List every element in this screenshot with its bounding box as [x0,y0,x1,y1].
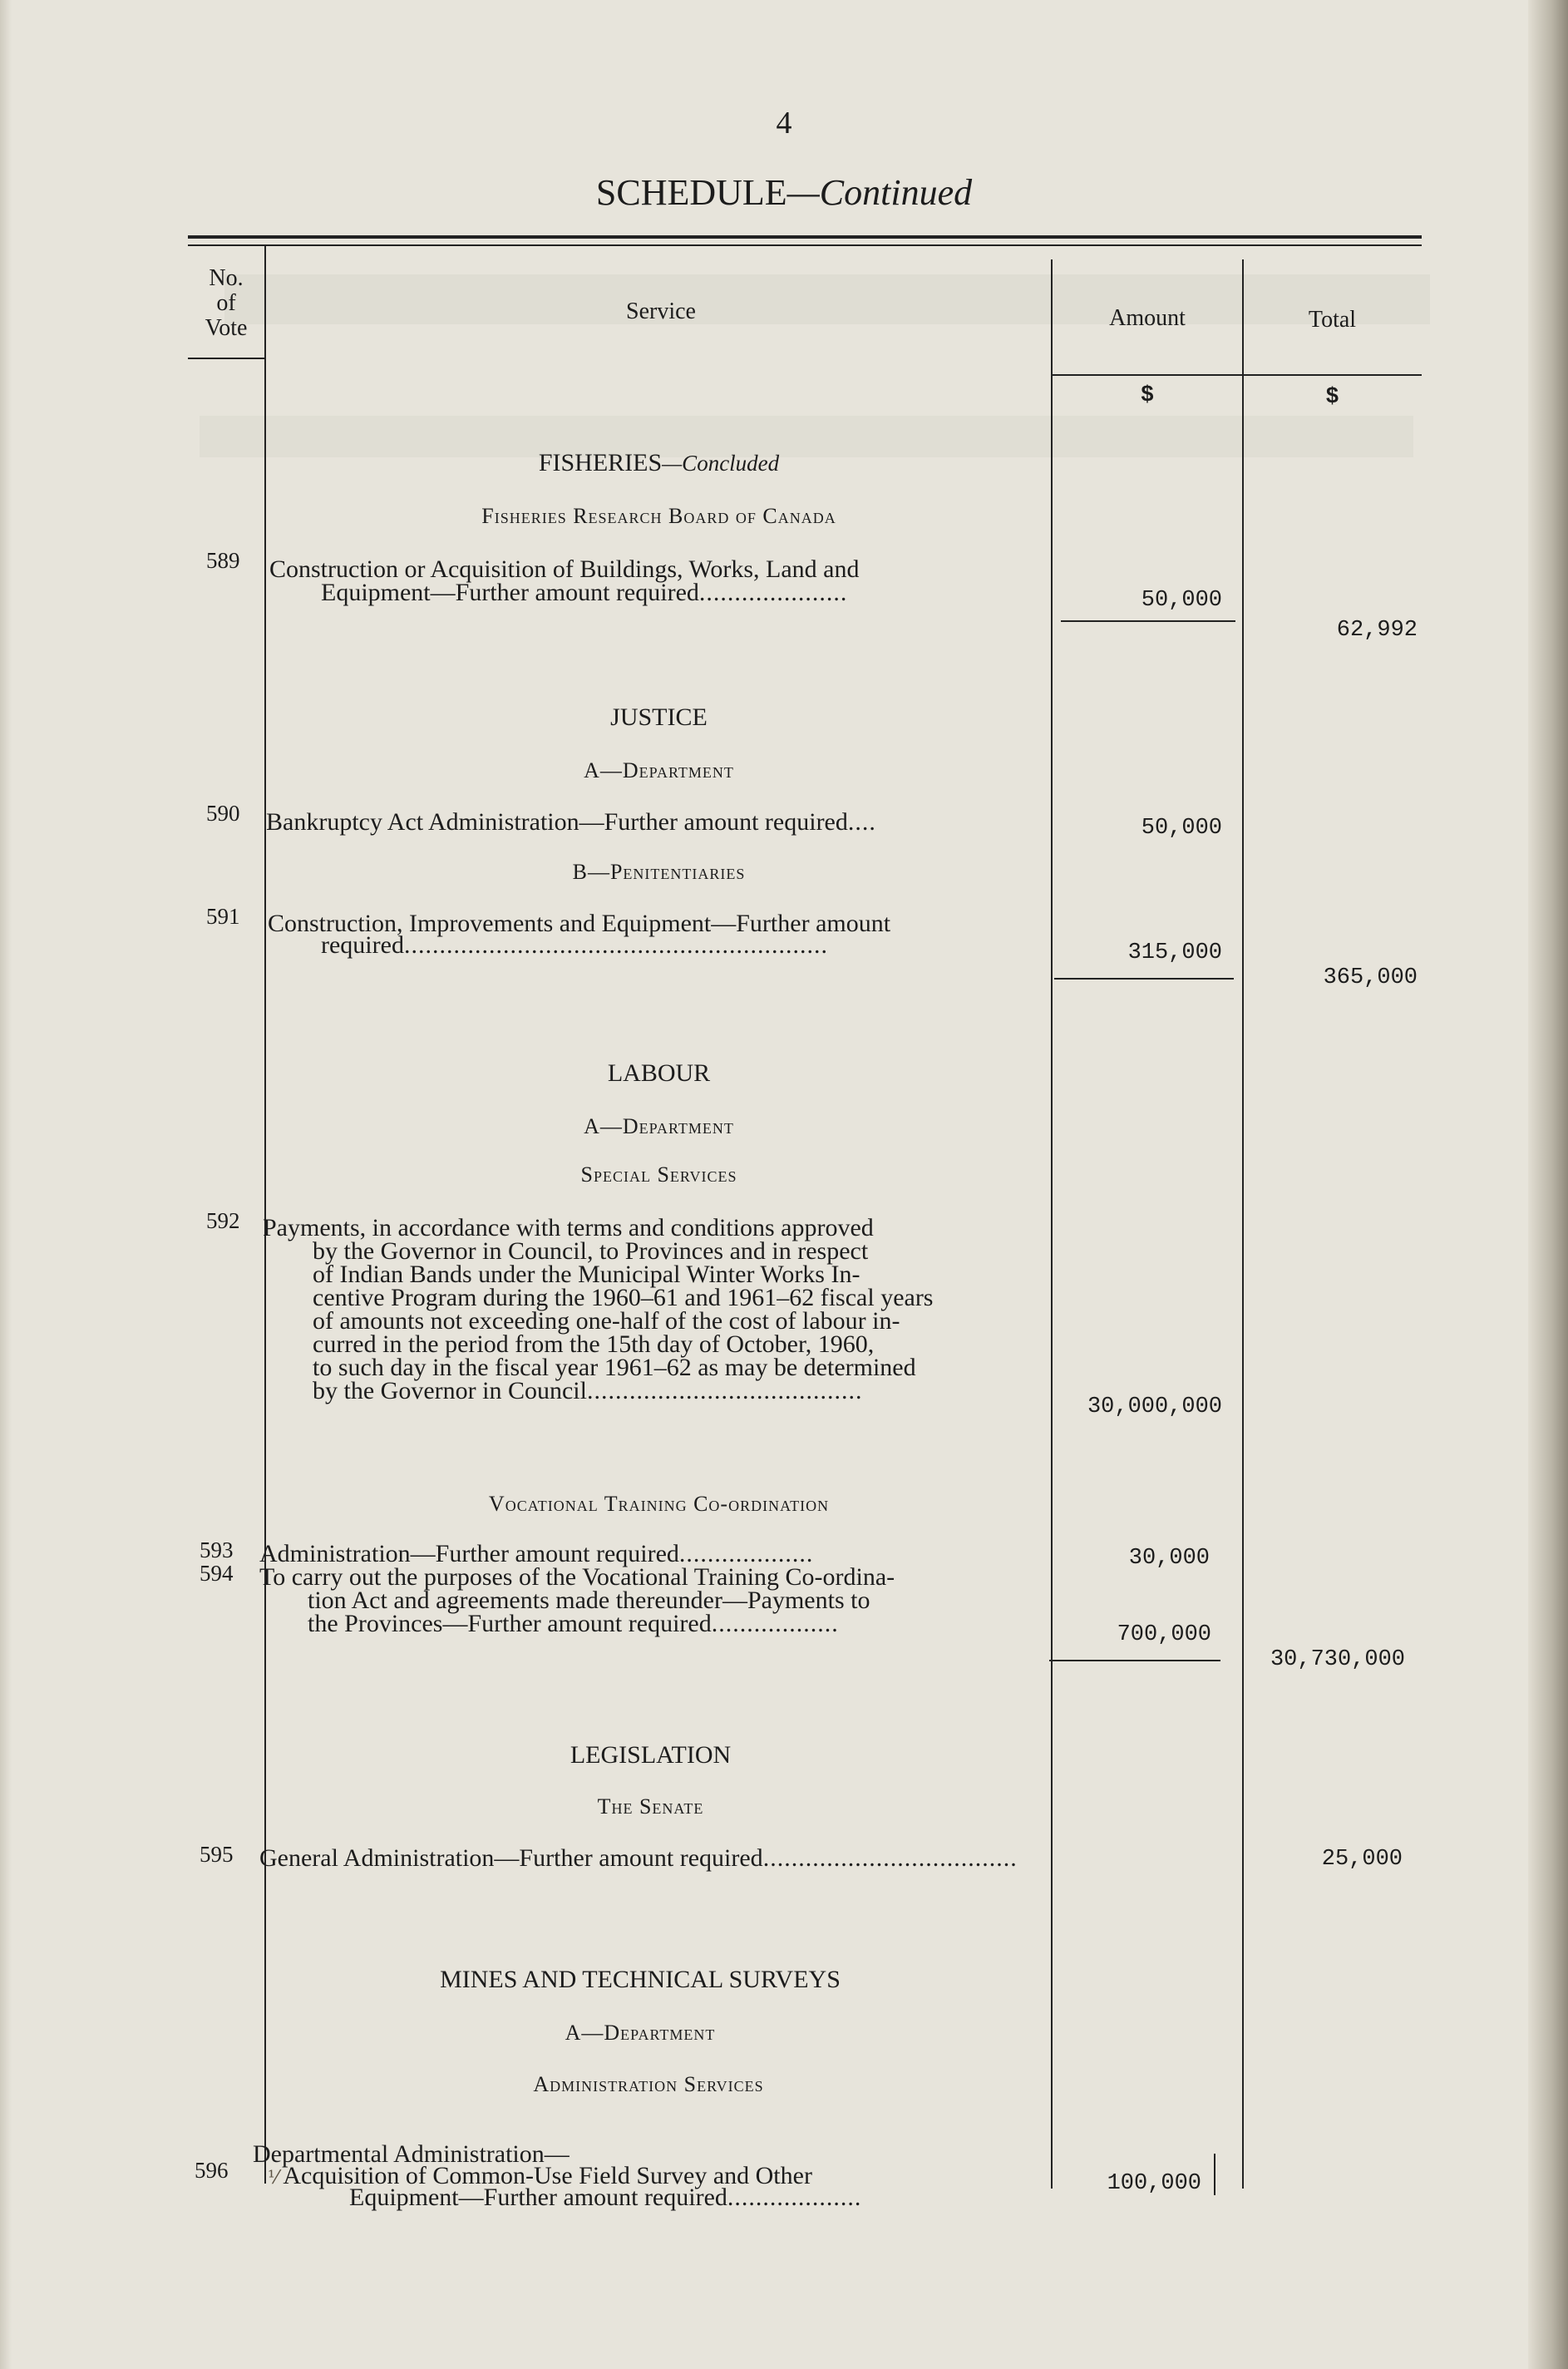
header-rule-amount-total [1052,374,1422,376]
subheading-labour-department: A—Department [584,1114,734,1138]
vote-592-number: 592 [206,1208,240,1233]
vote-595-text: General Administration—Further amount required [259,1844,763,1872]
page-number: 4 [776,106,792,141]
subheading-fisheries-research-board: Fisheries Research Board of Canada [481,504,836,528]
header-vote-line2: of [216,290,236,316]
dept-heading-justice: JUSTICE [610,703,708,731]
vote-592-amount: 30,000,000 [1087,1394,1222,1419]
dept-name: FISHERIES [538,449,663,476]
vote-594-text: the Provinces—Further amount required [308,1610,712,1637]
title-main: SCHEDULE [595,172,787,213]
amount-currency: $ [1140,383,1155,408]
vote-592-line: centive Program during the 1960–61 and 1961–62 fiscal years [313,1284,934,1311]
dept-note: —Concluded [662,451,780,476]
vote-592-line: to such day in the fiscal year 1961–62 as may be determined [313,1354,916,1381]
total-currency: $ [1325,385,1339,410]
departmental-administration-heading: Departmental Administration— [253,2140,570,2168]
header-amount: Amount [1109,305,1186,331]
vote-594-amount: 700,000 [1117,1622,1211,1647]
subheading-justice-department: A—Department [584,758,734,782]
vote-589-amount: 50,000 [1141,588,1222,613]
leader-dots: .................................... [762,1844,1018,1872]
subheading-penitentiaries: B—Penitentiaries [572,860,746,884]
vote-592-line: of amounts not exceeding one-half of the cost of labour in- [313,1307,900,1335]
vote-596-text: Acquisition of Common-Use Field Survey and Other [283,2162,812,2189]
subheading-vocational-training: Vocational Training Co-ordination [488,1492,830,1516]
subtotal-rule-justice [1054,978,1234,980]
vote-593-number: 593 [200,1537,234,1562]
subtotal-rule-fisheries [1061,620,1235,622]
vote-595-total: 25,000 [1321,1847,1403,1872]
total-labour: 30,730,000 [1270,1647,1405,1672]
leader-dots: ....................................... [586,1377,863,1404]
page-edge-left [0,0,12,2369]
dept-heading-fisheries [266,449,1052,477]
leader-dots: .... [847,808,876,836]
vote-594-line3 [308,1610,839,1638]
vote-596-line2 [349,2184,861,2212]
vote-594-line2: tion Act and agreements made thereunder—Payments to [308,1587,870,1614]
vote-591-number: 591 [206,904,240,929]
vote-589-text: Equipment—Further amount required [321,579,699,606]
vote-591-text: required [321,931,404,959]
vote-592-line: of Indian Bands under the Municipal Winter Works In- [313,1261,860,1288]
vote-592-line-last [313,1377,862,1405]
leader-dots: .................. [711,1610,839,1637]
vote-592-text: by the Governor in Council [313,1377,587,1404]
subheading-special-services: Special Services [580,1162,737,1187]
vote-592-line: Payments, in accordance with terms and conditions approved [263,1214,874,1241]
vote-591-line1: Construction, Improvements and Equipment—Further amount [268,910,891,937]
page-edge-right [1528,0,1568,2369]
header-vote-line3: Vote [205,315,248,341]
vote-595-line [259,1844,1018,1873]
vote-593-text: Administration—Further amount required [259,1540,679,1567]
vote-590-line [266,808,876,837]
header-vote [188,266,264,341]
vote-594-number: 594 [200,1561,234,1586]
header-rule-vote [188,358,264,359]
subheading-mines-department: A—Department [565,2021,716,2045]
vote-591-amount: 315,000 [1127,940,1222,965]
leader-dots: ................... [678,1540,814,1567]
dept-heading-legislation: LEGISLATION [570,1741,732,1769]
vote-596-text2: Equipment—Further amount required [349,2184,727,2211]
column-rule-right-bottom [1214,2154,1215,2195]
dept-heading-labour: LABOUR [607,1059,711,1087]
header-service: Service [626,299,696,324]
leader-dots: ..................... [698,579,848,606]
vote-592-line: by the Governor in Council, to Provinces and in respect [313,1237,869,1265]
top-rule-thin [188,244,1422,246]
vote-596-number: 596 [195,2158,229,2183]
column-rule-service [1051,259,1053,2189]
vote-589-line1: Construction or Acquisition of Buildings, Works, Land and [269,555,860,583]
vote-592-line: curred in the period from the 15th day of October, 1960, [313,1330,875,1358]
top-rule-thick [188,235,1422,239]
column-rule-amount [1242,259,1244,2189]
leader-dots: ................... [727,2184,862,2211]
header-vote-line1: No. [209,265,244,291]
dept-heading-mines: MINES AND TECHNICAL SURVEYS [440,1966,841,1993]
header-total: Total [1308,307,1357,333]
vote-590-text: Bankruptcy Act Administration—Further amount required [266,808,848,836]
title-continued: —Continued [786,172,973,213]
subheading-the-senate: The Senate [597,1794,704,1819]
note-mark-icon: ⅟ [268,2167,279,2188]
subtotal-rule-labour [1049,1660,1220,1661]
vote-589-line2 [321,579,847,607]
vote-594-line1: To carry out the purposes of the Vocational Training Co-ordina- [259,1563,895,1591]
vote-590-number: 590 [206,801,240,826]
vote-595-number: 595 [200,1842,234,1867]
total-justice: 365,000 [1323,965,1418,990]
page-title [0,173,1568,213]
vote-590-amount: 50,000 [1141,816,1222,841]
leader-dots: ............................................................ [403,931,828,959]
vote-591-line2 [321,931,828,960]
subheading-administration-services: Administration Services [533,2072,764,2096]
vote-589-number: 589 [206,548,240,573]
vote-596-amount: 100,000 [1107,2171,1201,2196]
total-fisheries: 62,992 [1336,618,1418,643]
vote-593-amount: 30,000 [1128,1546,1210,1571]
